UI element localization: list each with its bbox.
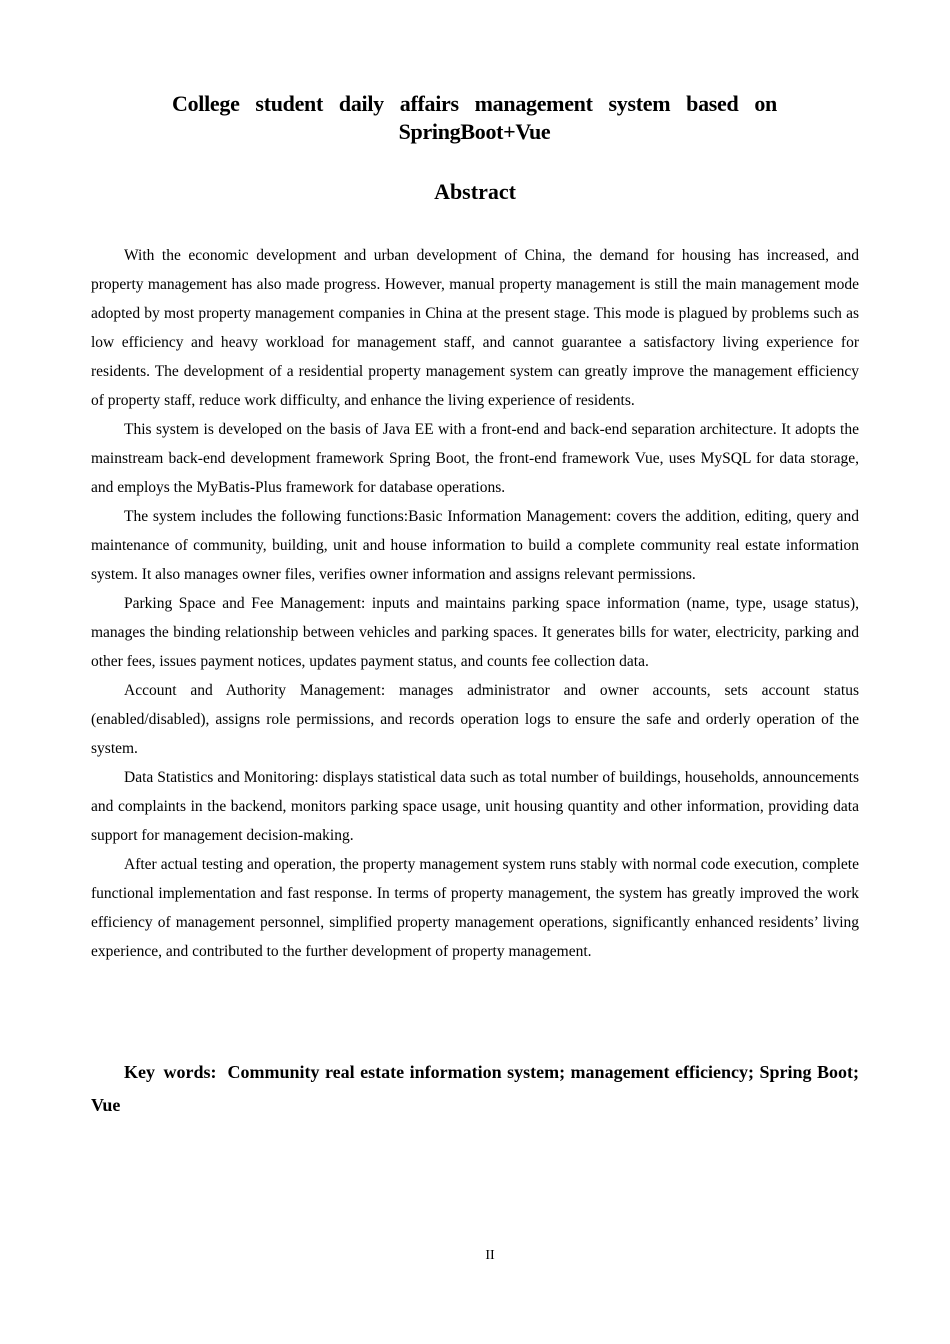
abstract-paragraph: Parking Space and Fee Management: inputs and maintains parking space information (name, type, usage status), manages the binding relationship between vehicles and parking spaces. It generates bills for water, electricity, parking and other fees, issues payment notices, updates payment status, and counts fee collection data.: [91, 595, 859, 670]
abstract-paragraph: After actual testing and operation, the property management system runs stably with normal code execution, complete functional implementation and fast response. In terms of property management, the system has greatly improved the work efficiency of management personnel, simplified property management operations, significantly enhanced residents’ living experience, and contributed to the further development of property management.: [91, 856, 859, 960]
document-title: College student daily affairs management system based on SpringBoot+Vue: [172, 91, 777, 144]
abstract-body: [91, 241, 859, 966]
abstract-paragraph: With the economic development and urban development of China, the demand for housing has increased, and property management has also made progress. However, manual property management is still the main management mode adopted by most property management companies in China at the present stage. This mode is plagued by problems such as low efficiency and heavy workload for management staff, and cannot guarantee a satisfactory living experience for residents. The development of a residential property management system can greatly improve the management efficiency of property staff, reduce work difficulty, and enhance the living experience of residents.: [91, 247, 859, 409]
abstract-heading: Abstract: [434, 179, 516, 204]
keywords: [91, 1056, 859, 1122]
keywords-label: Key words:: [124, 1062, 217, 1082]
page-number: II: [485, 1248, 495, 1263]
abstract-paragraph: This system is developed on the basis of Java EE with a front-end and back-end separation architecture. It adopts the mainstream back-end development framework Spring Boot, the front-end framework Vue, uses MySQL for data storage, and employs the MyBatis-Plus framework for database operations.: [91, 421, 859, 496]
abstract-paragraph: Account and Authority Management: manages administrator and owner accounts, sets account status (enabled/disabled), assigns role permissions, and records operation logs to ensure the safe and orderly operation of the system.: [91, 682, 859, 757]
keywords-text: Community real estate information system; management efficiency; Spring Boot; Vue: [91, 1062, 859, 1115]
abstract-paragraph: The system includes the following functions:Basic Information Management: covers the addition, editing, query and maintenance of community, building, unit and house information to build a complete community real estate information system. It also manages owner files, verifies owner information and assigns relevant permissions.: [91, 508, 859, 583]
abstract-paragraph: Data Statistics and Monitoring: displays statistical data such as total number of buildings, households, announcements and complaints in the backend, monitors parking space usage, unit housing quantity and other information, providing data support for management decision-making.: [91, 769, 859, 844]
